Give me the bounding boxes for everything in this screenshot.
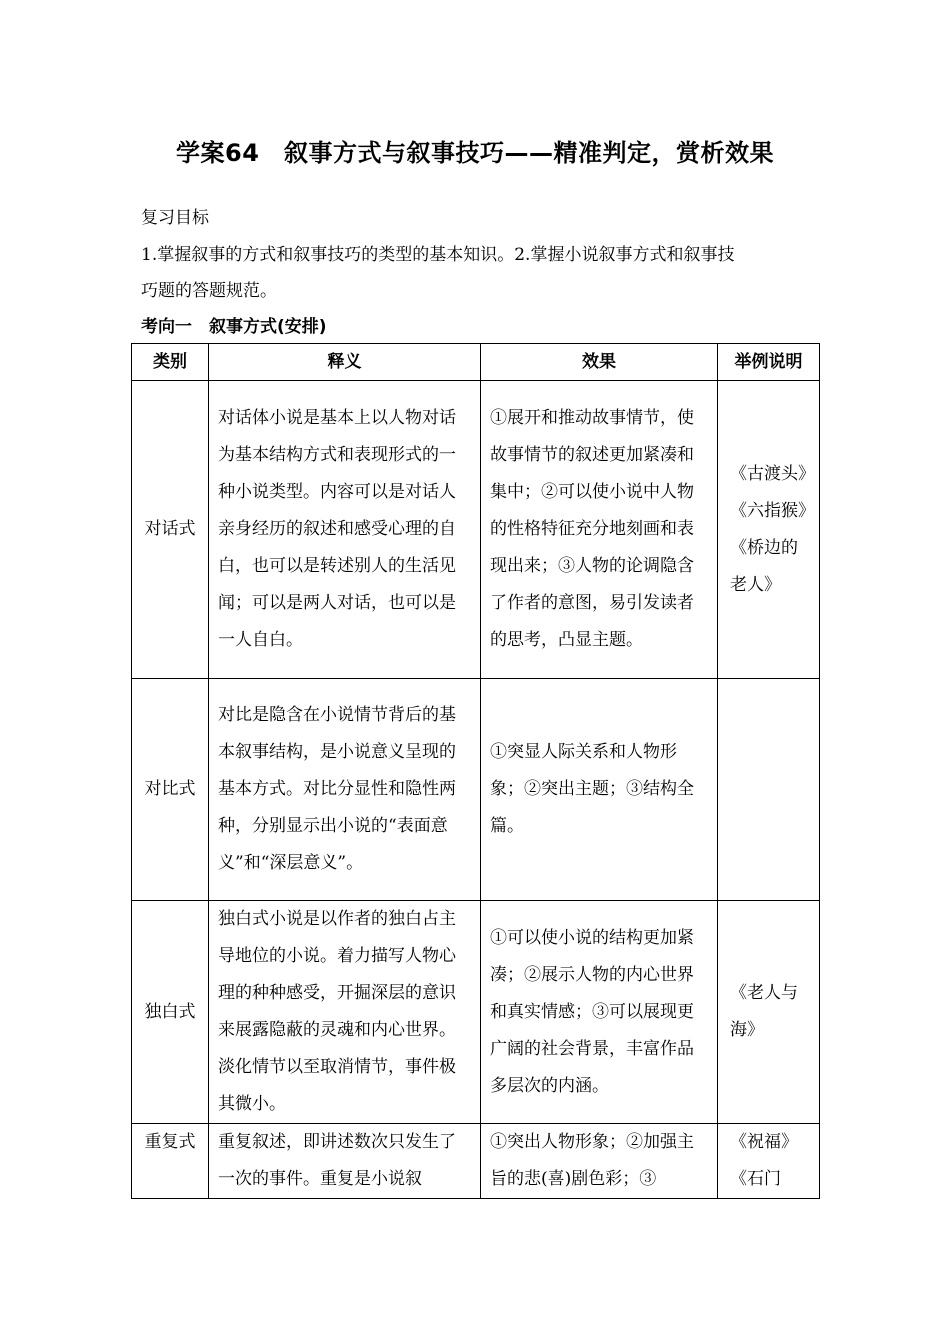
row-effect: ①突显人际关系和人物形象；②突出主题；③结构全篇。: [481, 679, 718, 901]
header-meaning: 释义: [209, 344, 481, 381]
row-category: 对话式: [132, 381, 209, 679]
row-example: 《老人与海》: [718, 901, 820, 1124]
goals-line-2: 巧题的答题规范。: [141, 281, 277, 301]
table-row: [132, 381, 820, 679]
header-effect: 效果: [481, 344, 718, 381]
row-meaning: 重复叙述，即讲述数次只发生了一次的事件。重复是小说叙: [209, 1124, 481, 1199]
row-meaning: 对话体小说是基本上以人物对话为基本结构方式和表现形式的一种小说类型。内容可以是对话人亲身经历的叙述和感受心理的自白，也可以是转述别人的生活见闻；可以是两人对话，也可以是一人自白。: [209, 381, 481, 679]
row-meaning: 独白式小说是以作者的独白占主导地位的小说。着力描写人物心理的种种感受，开掘深层的意识来展露隐蔽的灵魂和内心世界。淡化情节以至取消情节，事件极其微小。: [209, 901, 481, 1124]
row-category: 重复式: [132, 1124, 209, 1199]
table-row: [132, 679, 820, 901]
row-effect: ①展开和推动故事情节，使故事情节的叙述更加紧凑和集中；②可以使小说中人物的性格特征充分地刻画和表现出来；③人物的论调隐含了作者的意图，易引发读者的思考，凸显主题。: [481, 381, 718, 679]
subsection-heading: 考向一 叙事方式(安排): [141, 317, 327, 337]
goals-line-1: 1.掌握叙事的方式和叙事技巧的类型的基本知识。2.掌握小说叙事方式和叙事技: [141, 245, 735, 265]
row-effect: ①可以使小说的结构更加紧凑；②展示人物的内心世界和真实情感；③可以展现更广阔的社会背景，丰富作品多层次的内涵。: [481, 901, 718, 1124]
row-example: 《古渡头》《六指猴》《桥边的老人》: [718, 381, 820, 679]
section-label: 复习目标: [141, 208, 209, 228]
table-header-row: [132, 344, 820, 381]
row-example: [718, 679, 820, 901]
table-row: [132, 1124, 820, 1199]
header-example: 举例说明: [718, 344, 820, 381]
header-category: 类别: [132, 344, 209, 381]
page-title: 学案64 叙事方式与叙事技巧——精准判定，赏析效果: [176, 139, 774, 167]
row-example: 《祝福》《石门: [718, 1124, 820, 1199]
narrative-methods-table: [131, 343, 820, 1199]
row-category: 对比式: [132, 679, 209, 901]
row-category: 独白式: [132, 901, 209, 1124]
row-meaning: 对比是隐含在小说情节背后的基本叙事结构，是小说意义呈现的基本方式。对比分显性和隐性两种，分别显示出小说的“表面意义”和“深层意义”。: [209, 679, 481, 901]
table-row: [132, 901, 820, 1124]
row-effect: ①突出人物形象；②加强主旨的悲(喜)剧色彩；③: [481, 1124, 718, 1199]
